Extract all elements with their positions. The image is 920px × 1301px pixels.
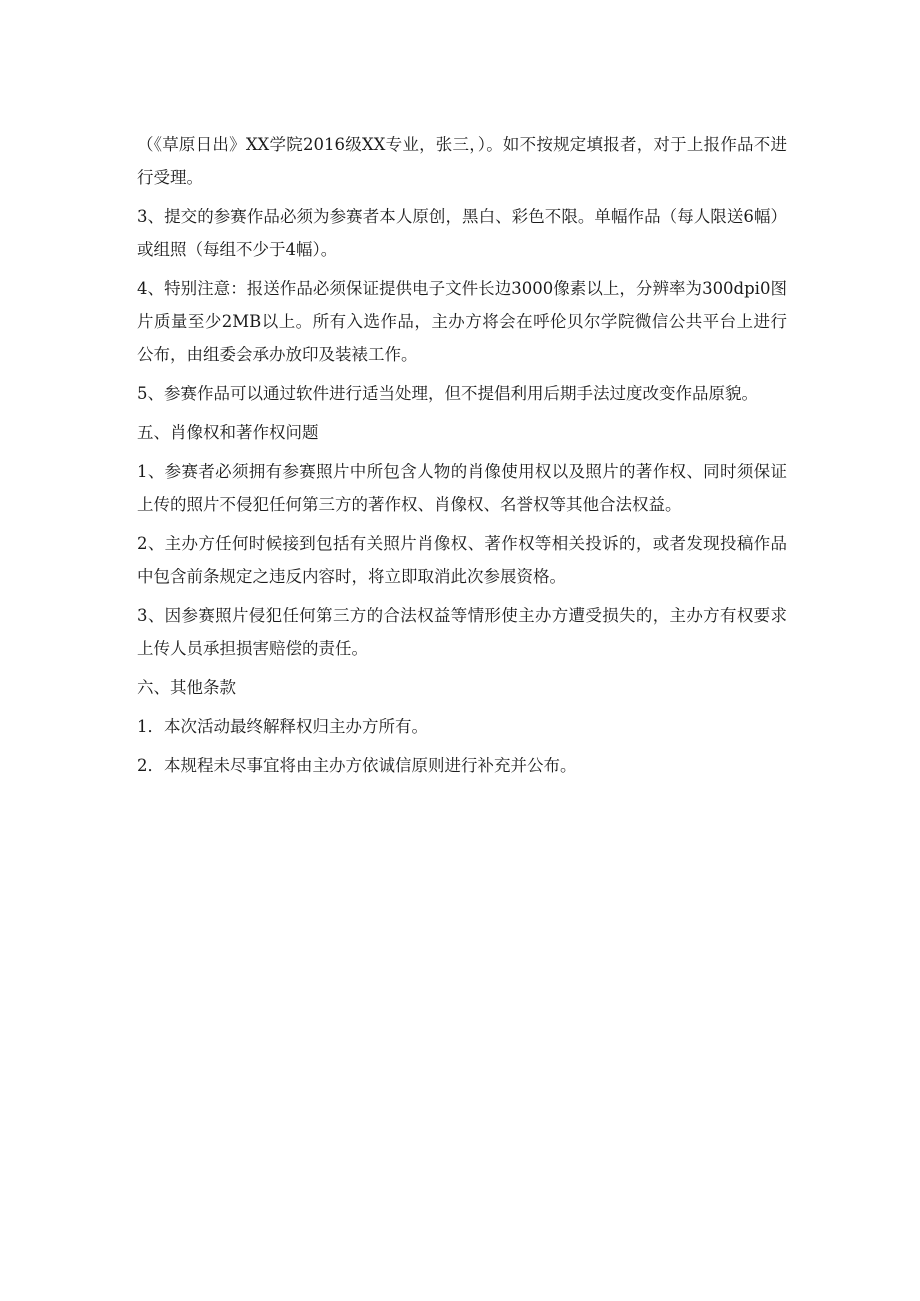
paragraph-rule-4-file-requirements: 4、特别注意：报送作品必须保证提供电子文件长边3000像素以上，分辨率为300dpi0图片质量至少2MB以上。所有入选作品，主办方将会在呼伦贝尔学院微信公共平台上进行公布，由组委会承办放印及装裱工作。	[137, 279, 787, 364]
paragraph-rule-3-originality: 3、提交的参赛作品必须为参赛者本人原创，黑白、彩色不限。单幅作品（每人限送6幅）或组照（每组不少于4幅）。	[137, 207, 787, 259]
paragraph-copyright-rule-1: 1、参赛者必须拥有参赛照片中所包含人物的肖像使用权以及照片的著作权、同时须保证上传的照片不侵犯任何第三方的著作权、肖像权、名誉权等其他合法权益。	[137, 462, 787, 514]
section-heading-other-terms: 六、其他条款	[137, 678, 236, 697]
paragraph-copyright-rule-3: 3、因参赛照片侵犯任何第三方的合法权益等情形使主办方遭受损失的，主办方有权要求上传人员承担损害赔偿的责任。	[137, 606, 787, 658]
paragraph-rule-5-editing: 5、参赛作品可以通过软件进行适当处理，但不提倡利用后期手法过度改变作品原貌。	[137, 384, 758, 403]
section-heading-portrait-copyright: 五、肖像权和著作权问题	[137, 423, 319, 442]
paragraph-other-term-1: 1．本次活动最终解释权归主办方所有。	[137, 717, 428, 736]
paragraph-other-term-2: 2．本规程未尽事宜将由主办方依诚信原则进行补充并公布。	[137, 756, 577, 775]
paragraph-entry-format-note: （《草原日出》XX学院2016级XX专业，张三，）。如不按规定填报者，对于上报作品不进行受理。	[137, 135, 787, 187]
paragraph-copyright-rule-2: 2、主办方任何时候接到包括有关照片肖像权、著作权等相关投诉的，或者发现投稿作品中包含前条规定之违反内容时，将立即取消此次参展资格。	[137, 534, 787, 586]
document-body	[137, 128, 787, 788]
